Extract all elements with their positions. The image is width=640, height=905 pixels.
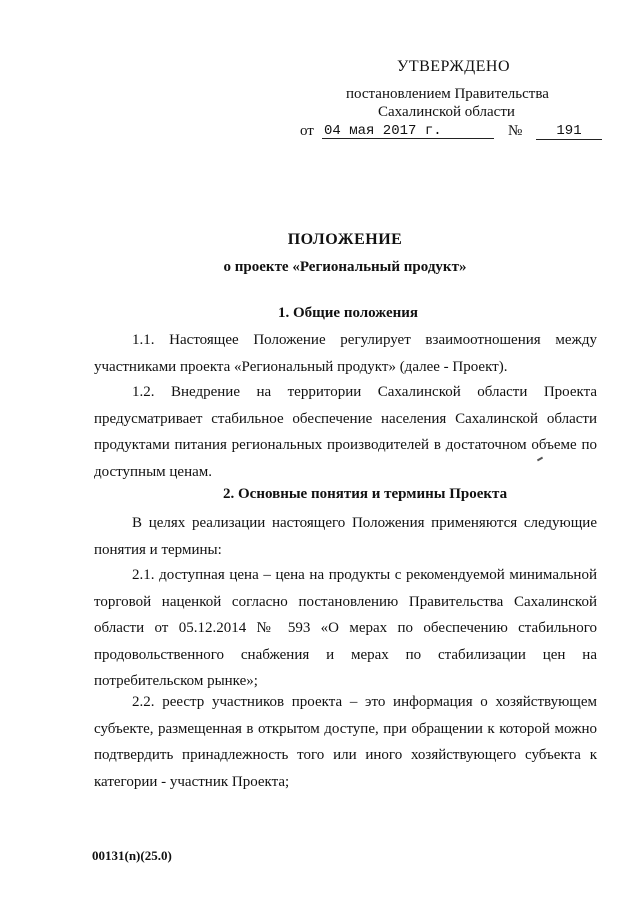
section-2-intro: В целях реализации настоящего Положения применяются следующие понятия и термины:: [94, 515, 597, 558]
paragraph-1-2: 1.2. Внедрение на территории Сахалинской области Проекта предусматривает стабильное обеспечение населения Сахалинской области продуктами питания региональных производителей в достаточном объеме по доступным ценам.: [94, 384, 597, 480]
approval-number: 191: [536, 123, 602, 140]
document-subtitle: о проекте «Региональный продукт»: [223, 259, 467, 275]
paragraph-1-1: 1.1. Настоящее Положение регулирует взаимоотношения между участниками проекта «Региональный продукт» (далее - Проект).: [94, 332, 597, 375]
paragraph-2-1: 2.1. доступная цена – цена на продукты с рекомендуемой минимальной торговой наценкой согласно постановлению Правительства Сахалинской области от 05.12.2014 № 593 «О мерах по обеспечению стабильного продовольственного снабжения и мерах по стабилизации цен на потребительском рынке»;: [94, 567, 597, 689]
approval-stamp: УТВЕРЖДЕНО: [397, 58, 511, 75]
approval-line-1: постановлением Правительства: [346, 86, 549, 102]
footer-code: 00131(n)(25.0): [92, 848, 172, 863]
approval-line-2: Сахалинской области: [378, 104, 515, 120]
section-2-heading: 2. Основные понятия и термины Проекта: [223, 486, 508, 502]
paragraph-2-2: 2.2. реестр участников проекта – это информация о хозяйствующем субъекте, размещенная в открытом доступе, при обращении к которой можно подтвердить принадлежность того или иного хозяйствующего субъекта к категории - участник Проекта;: [94, 694, 597, 790]
approval-date: 04 мая 2017 г.: [322, 123, 494, 139]
approval-date-line: [300, 123, 600, 143]
document-title: ПОЛОЖЕНИЕ: [287, 231, 403, 248]
number-sign: №: [508, 123, 523, 139]
date-prefix: от: [300, 123, 314, 139]
section-1-heading: 1. Общие положения: [277, 305, 419, 321]
